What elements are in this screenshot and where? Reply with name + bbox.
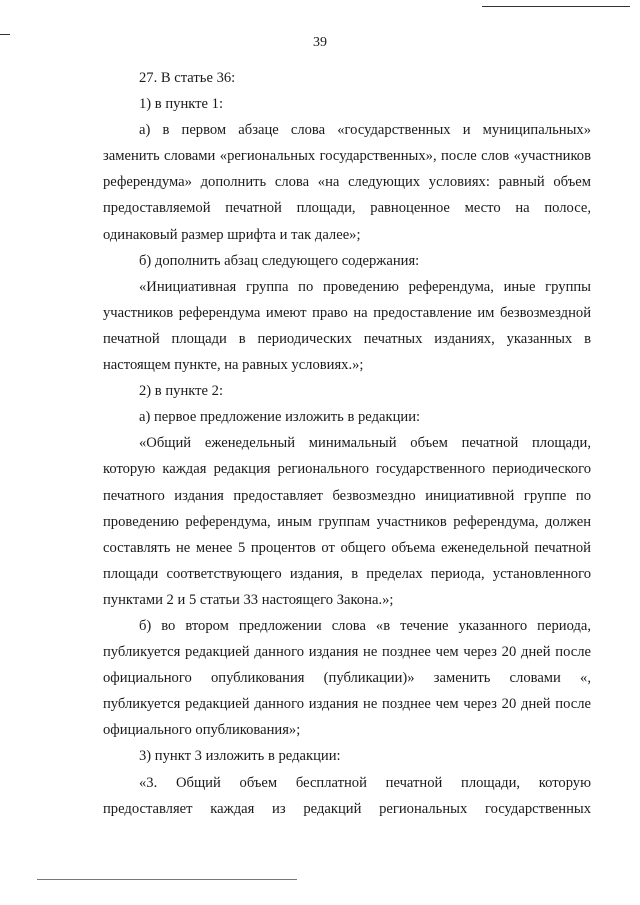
paragraph-point-2-a: а) первое предложение изложить в редакции: xyxy=(139,409,421,426)
bottom-rule xyxy=(37,879,297,880)
paragraph-article-27: 27. В статье 36: xyxy=(139,70,236,86)
document-body xyxy=(103,65,591,822)
paragraph-quote-point-3: «3. Общий объем бесплатной печатной площади, которую предоставляет каждая из редакций региональных государственных xyxy=(103,774,591,817)
page-number: 39 xyxy=(313,35,327,50)
top-rule xyxy=(482,6,630,7)
paragraph-point-2: 2) в пункте 2: xyxy=(139,383,224,400)
paragraph-point-3: 3) пункт 3 изложить в редакции: xyxy=(139,748,341,765)
paragraph-quote-weekly-volume: «Общий еженедельный минимальный объем печатной площади, которую каждая редакция регионального государственного периодического печатного издания предоставляет безвозмездно инициативной группе по проведению референдума, иным группам участников референдума, должен составлять не менее 5 процентов от общего объема еженедельной печатной площади соответствующего издания, в пределах периода, установленного пунктами 2 и 5 статьи 33 настоящего Закона.»; xyxy=(103,435,591,608)
paragraph-point-1: 1) в пункте 1: xyxy=(139,96,224,113)
paragraph-point-2-b: б) во втором предложении слова «в течение указанного периода, публикуется редакцией данного издания не позднее чем через 20 дней после официального опубликования (публикации)» заменить словами «, публикуется редакцией данного издания не позднее чем через 20 дней после официального опубликования»; xyxy=(103,617,591,739)
paragraph-quote-initiative-group: «Инициативная группа по проведению референдума, иные группы участников референдума имеют право на предоставление им безвозмездной печатной площади в периодических печатных изданиях, указанных в настоящем пункте, на равных условиях.»; xyxy=(103,278,591,374)
paragraph-point-1-b: б) дополнить абзац следующего содержания: xyxy=(139,252,420,269)
paragraph-point-1-a: а) в первом абзаце слова «государственных и муниципальных» заменить словами «региональных государственных», после слов «участников референдума» дополнить слова «на следующих условиях: равный объем предоставляемой печатной площади, равноценное место на полосе, одинаковый размер шрифта и так далее»; xyxy=(103,122,591,243)
